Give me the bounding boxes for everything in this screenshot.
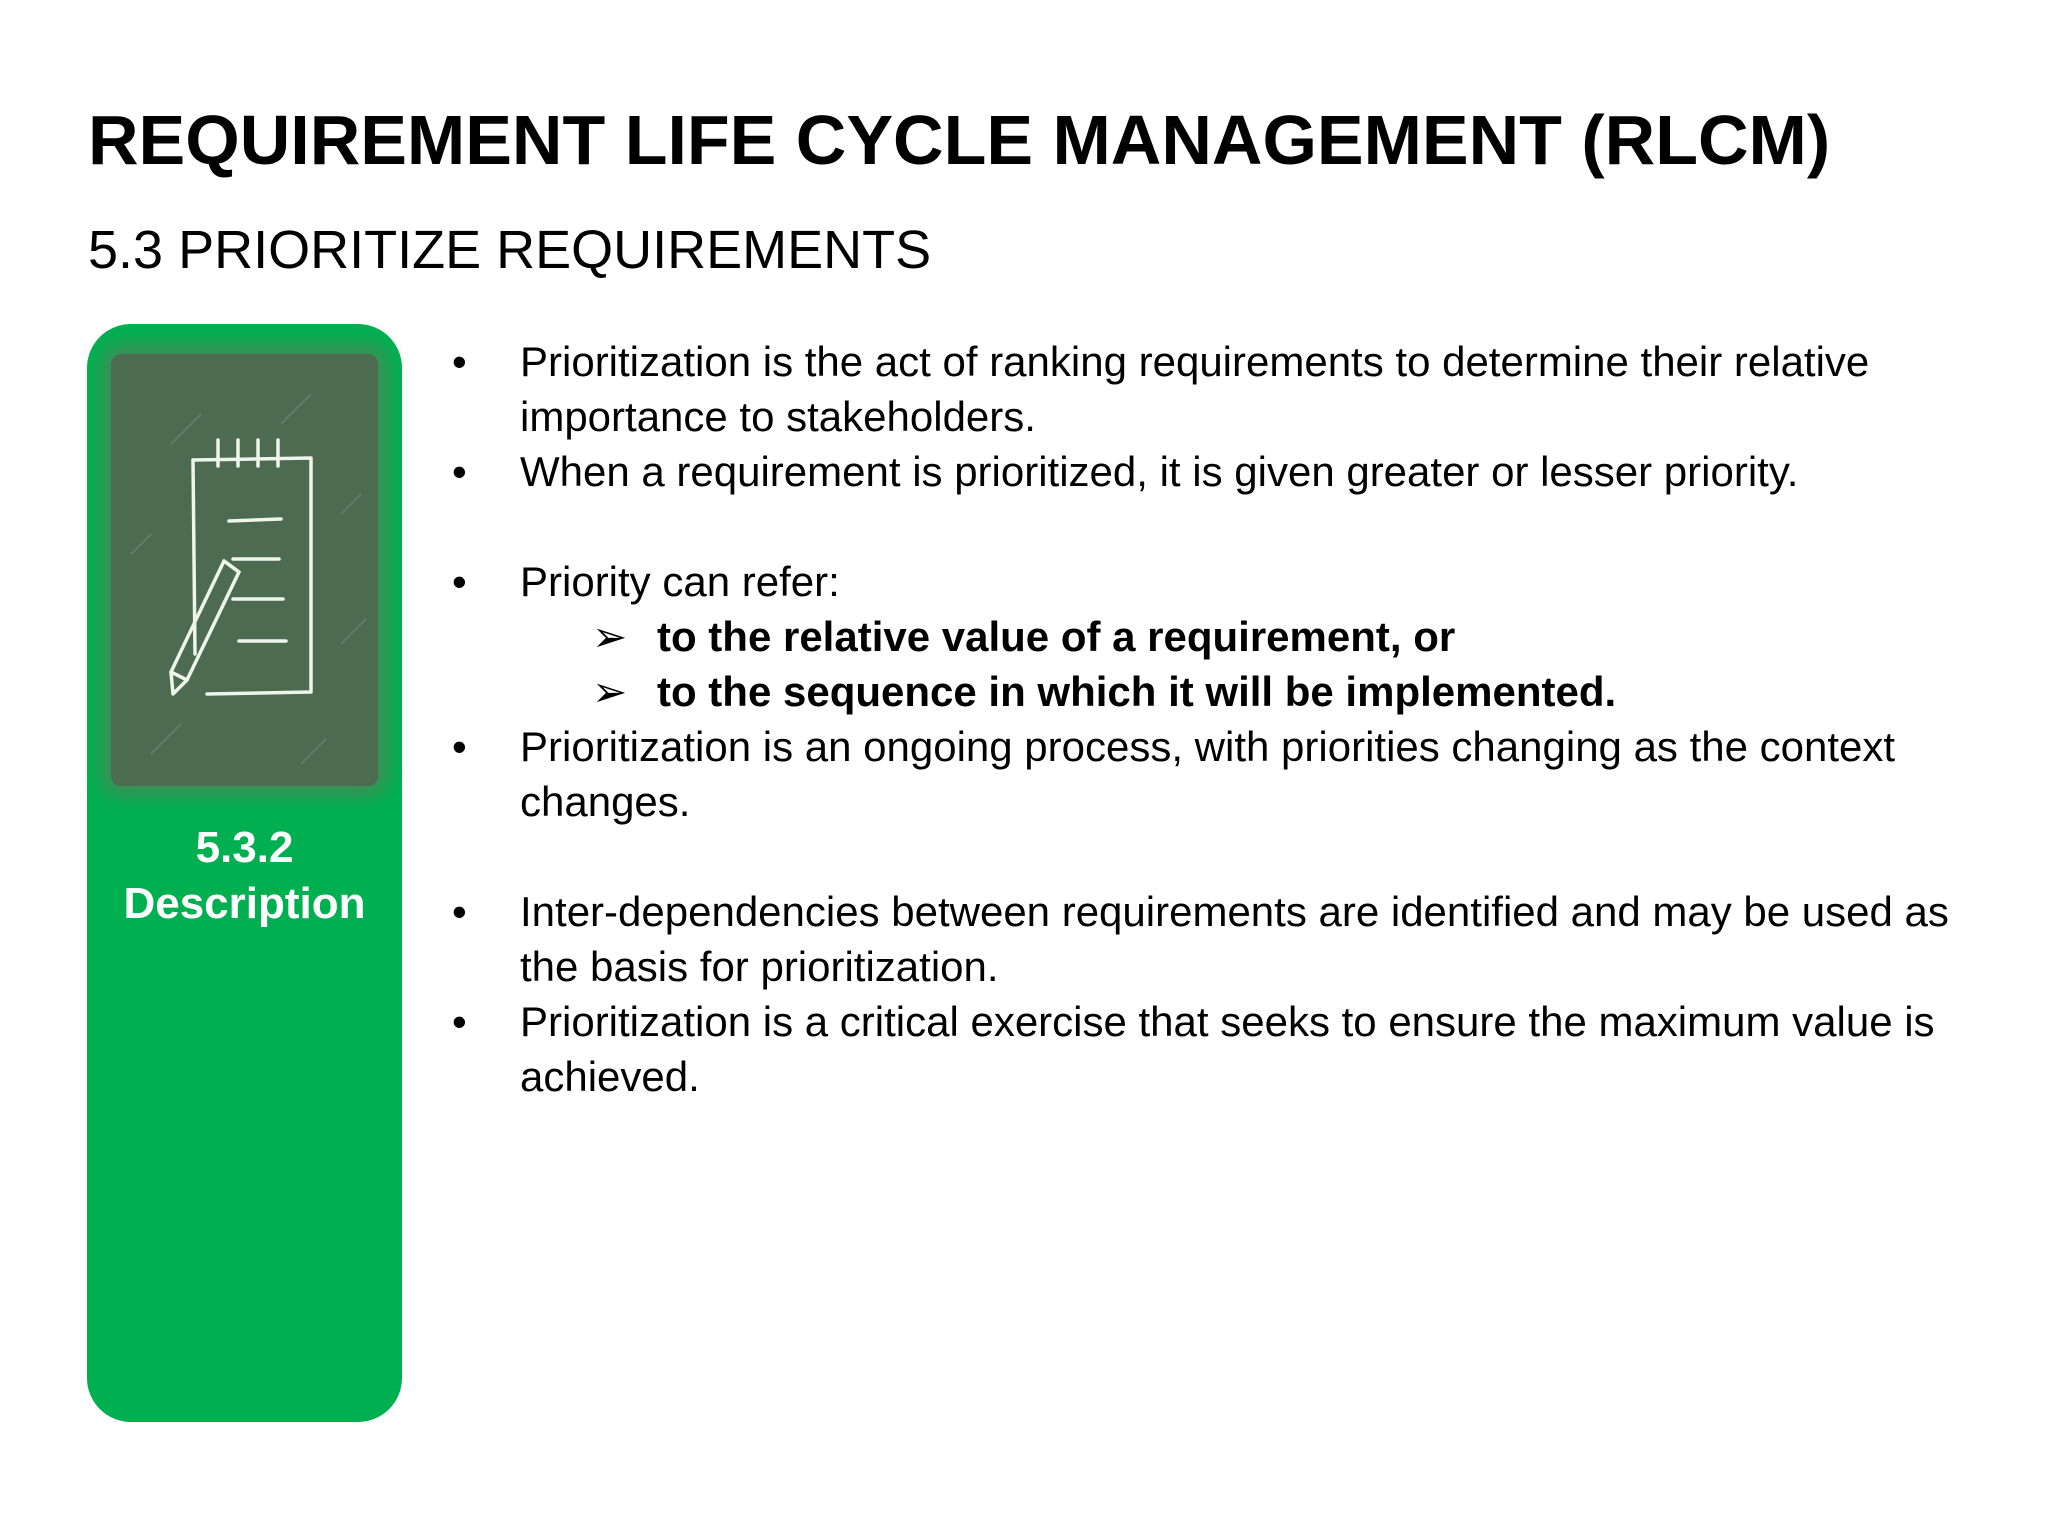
spacer bbox=[440, 829, 2000, 884]
section-label bbox=[87, 820, 402, 932]
bullet-item: • Inter-dependencies between requirements are identified and may be used as the basis for prioritization. bbox=[440, 884, 2000, 994]
slide-title: REQUIREMENT LIFE CYCLE MANAGEMENT (RLCM) bbox=[88, 101, 1831, 179]
sub-bullet-item bbox=[440, 664, 2000, 719]
section-number: 5.3.2 bbox=[195, 823, 294, 872]
bullet-item: • Prioritization is a critical exercise that seeks to ensure the maximum value is achieved. bbox=[440, 994, 2000, 1104]
bullet-item: • Prioritization is an ongoing process, with priorities changing as the context changes. bbox=[440, 719, 2000, 829]
sub-bullet-text: to the sequence in which it will be implemented. bbox=[657, 668, 1617, 715]
chalkboard-image bbox=[111, 354, 378, 786]
section-name: Description bbox=[123, 879, 366, 928]
arrow-bullet-icon: ➢ bbox=[592, 668, 628, 715]
notepad-pencil-icon bbox=[111, 354, 378, 786]
sub-bullet-text: to the relative value of a requirement, or bbox=[657, 613, 1456, 660]
sub-bullet-item bbox=[440, 609, 2000, 664]
bullet-item: • When a requirement is prioritized, it is given greater or lesser priority. bbox=[440, 444, 2000, 499]
bullet-item: • Priority can refer: bbox=[440, 554, 2000, 609]
arrow-bullet-icon: ➢ bbox=[592, 613, 628, 660]
spacer bbox=[440, 499, 2000, 554]
section-sidebar bbox=[87, 324, 402, 1422]
bullet-list bbox=[440, 334, 2000, 1104]
bullet-item: • Prioritization is the act of ranking requirements to determine their relative importance to stakeholders. bbox=[440, 334, 2000, 444]
slide-subtitle: 5.3 PRIORITIZE REQUIREMENTS bbox=[88, 220, 932, 280]
